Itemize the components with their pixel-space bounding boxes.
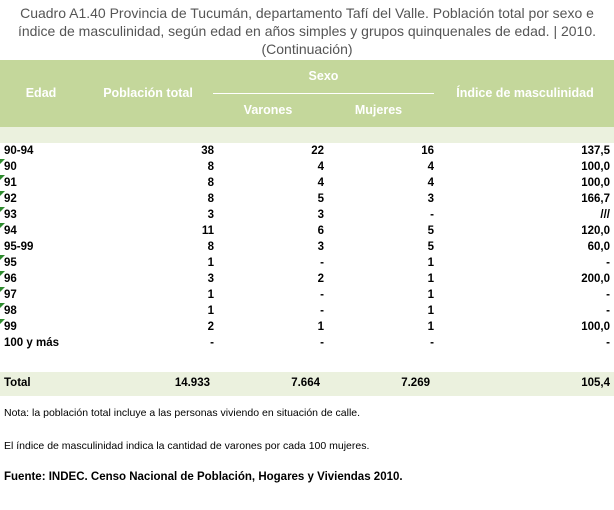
row-poblacion-total-value: 3 [207,273,214,285]
row-indice-value: - [606,289,610,301]
row-varones [214,175,324,191]
source-note: Fuente: INDEC. Censo Nacional de Población, Hogares y Viviendas 2010. [4,471,403,483]
row-edad-value: 90 [4,161,17,173]
row-varones [214,287,324,303]
row-poblacion-total-value: 38 [201,145,214,157]
row-indice-value: 100,0 [581,161,610,173]
row-indice-value: 137,5 [581,145,610,157]
row-poblacion-total [164,335,214,351]
row-mujeres [324,239,434,255]
table-row [0,223,614,239]
row-poblacion-total [164,239,214,255]
row-varones-value: 4 [317,161,324,173]
row-edad [0,319,164,335]
row-indice [434,255,614,271]
row-poblacion-total [164,255,214,271]
row-edad-value: 97 [4,289,17,301]
row-varones [214,207,324,223]
row-varones [214,319,324,335]
row-varones-value: 22 [311,145,324,157]
table-row [0,287,614,303]
row-indice [434,335,614,351]
row-indice-value: - [606,337,610,349]
table-row [0,143,614,159]
row-edad-value: 96 [4,273,17,285]
row-edad-value: 90-94 [4,145,34,157]
row-edad [0,271,164,287]
row-varones-value: 5 [317,193,324,205]
note-indice: El índice de masculinidad indica la cantidad de varones por cada 100 mujeres. [4,440,370,452]
header-varones: Varones [243,103,293,117]
table-title [0,4,614,58]
table-row [0,191,614,207]
row-mujeres-value: 5 [427,241,434,253]
row-mujeres-value: - [430,337,434,349]
row-varones [214,303,324,319]
row-poblacion-total [164,287,214,303]
row-varones [214,255,324,271]
total-row [0,372,614,396]
row-mujeres-value: 5 [427,225,434,237]
row-edad [0,287,164,303]
row-edad [0,159,164,175]
row-mujeres [324,143,434,159]
table-row [0,335,614,351]
comment-marker-icon [0,319,5,324]
data-table [0,143,614,351]
row-edad-value: 95 [4,257,17,269]
row-indice-value: 120,0 [581,225,610,237]
row-poblacion-total-value: 8 [207,241,214,253]
title-line-1: Cuadro A1.40 Provincia de Tucumán, departamento Tafí del Valle. Población total por sexo e [20,5,594,21]
row-varones-value: 4 [317,177,324,189]
row-indice-value: 200,0 [581,273,610,285]
row-indice-value: 100,0 [581,177,610,189]
row-edad [0,239,164,255]
row-edad-value: 92 [4,193,17,205]
table-row [0,175,614,191]
row-poblacion-total-value: 11 [201,225,214,237]
row-edad [0,303,164,319]
row-mujeres [324,303,434,319]
row-poblacion-total-value: 3 [207,209,214,221]
row-mujeres-value: 1 [427,321,434,333]
comment-marker-icon [0,207,5,212]
row-indice-value: - [606,257,610,269]
comment-marker-icon [0,287,5,292]
row-mujeres-value: 4 [427,161,434,173]
row-indice [434,191,614,207]
row-varones [214,143,324,159]
row-poblacion-total-value: 1 [207,257,214,269]
row-edad [0,335,164,351]
row-poblacion-total-value: 1 [207,305,214,317]
row-poblacion-total-value: 8 [207,193,214,205]
row-indice [434,319,614,335]
row-mujeres-value: 1 [427,257,434,269]
total-mujeres: 7.269 [401,377,430,389]
total-varones: 7.664 [291,377,320,389]
row-varones-value: 3 [317,209,324,221]
comment-marker-icon [0,271,5,276]
row-indice-value: /// [600,209,610,221]
row-edad-value: 100 y más [4,337,59,349]
row-varones [214,271,324,287]
row-indice [434,143,614,159]
row-edad-value: 98 [4,305,17,317]
comment-marker-icon [0,191,5,196]
row-poblacion-total [164,143,214,159]
header-edad: Edad [25,86,57,100]
row-mujeres-value: - [430,209,434,221]
comment-marker-icon [0,175,5,180]
title-line-2: índice de masculinidad, según edad en años simples y grupos quinquenales de edad. | 2010. [17,23,597,39]
comment-marker-icon [0,159,5,164]
row-varones [214,191,324,207]
row-edad [0,175,164,191]
row-varones [214,335,324,351]
note-poblacion: Nota: la población total incluye a las personas viviendo en situación de calle. [4,407,361,419]
row-indice [434,271,614,287]
row-poblacion-total-value: 8 [207,161,214,173]
blank-spacer [0,351,614,372]
row-poblacion-total [164,191,214,207]
header-sexo: Sexo [308,69,339,83]
row-mujeres [324,207,434,223]
row-poblacion-total [164,175,214,191]
row-varones [214,239,324,255]
row-mujeres [324,191,434,207]
row-mujeres [324,271,434,287]
row-indice [434,287,614,303]
row-poblacion-total-value: 1 [207,289,214,301]
row-mujeres-value: 1 [427,273,434,285]
table-row [0,159,614,175]
row-varones-value: 1 [317,321,324,333]
row-varones-value: - [320,305,324,317]
row-mujeres [324,287,434,303]
table-row [0,255,614,271]
row-edad-value: 93 [4,209,17,221]
row-poblacion-total [164,319,214,335]
total-indice: 105,4 [581,377,610,389]
row-varones-value: - [320,289,324,301]
row-mujeres [324,175,434,191]
row-mujeres [324,255,434,271]
total-poblacion: 14.933 [174,377,210,389]
row-mujeres [324,223,434,239]
table-row [0,239,614,255]
row-varones [214,223,324,239]
row-varones-value: 3 [317,241,324,253]
row-edad-value: 94 [4,225,17,237]
row-mujeres-value: 3 [427,193,434,205]
row-mujeres-value: 1 [427,289,434,301]
table-row [0,303,614,319]
row-poblacion-total-value: 8 [207,177,214,189]
row-edad [0,207,164,223]
row-mujeres-value: 4 [427,177,434,189]
row-edad [0,143,164,159]
title-line-3: (Continuación) [261,41,353,57]
row-edad-value: 91 [4,177,17,189]
header-mujeres: Mujeres [354,103,403,117]
row-edad [0,255,164,271]
row-varones-value: 6 [317,225,324,237]
row-indice-value: 60,0 [587,241,610,253]
total-label: Total [4,377,31,389]
row-mujeres [324,319,434,335]
header-indice: Índice de masculinidad [456,86,594,100]
row-indice [434,159,614,175]
row-poblacion-total [164,271,214,287]
row-poblacion-total-value: 2 [207,321,214,333]
row-indice [434,175,614,191]
table-row [0,207,614,223]
row-indice [434,239,614,255]
row-poblacion-total [164,159,214,175]
row-varones [214,159,324,175]
comment-marker-icon [0,303,5,308]
row-varones-value: 2 [317,273,324,285]
row-mujeres-value: 16 [421,145,434,157]
row-poblacion-total [164,223,214,239]
row-indice [434,207,614,223]
comment-marker-icon [0,223,5,228]
row-poblacion-total [164,207,214,223]
row-edad [0,223,164,239]
comment-marker-icon [0,255,5,260]
row-mujeres-value: 1 [427,305,434,317]
header-sexo-divider [213,93,434,94]
row-indice-value: 166,7 [581,193,610,205]
row-varones-value: - [320,257,324,269]
row-poblacion-total [164,303,214,319]
row-mujeres [324,159,434,175]
row-poblacion-total-value: - [210,337,214,349]
header-poblacion-total: Población total [103,86,193,100]
header-spacer-stripe [0,127,614,143]
table-row [0,319,614,335]
row-indice [434,223,614,239]
row-edad-value: 95-99 [4,241,34,253]
row-indice-value: 100,0 [581,321,610,333]
row-varones-value: - [320,337,324,349]
row-edad-value: 99 [4,321,17,333]
row-indice-value: - [606,305,610,317]
row-indice [434,303,614,319]
table-row [0,271,614,287]
row-mujeres [324,335,434,351]
row-edad [0,191,164,207]
